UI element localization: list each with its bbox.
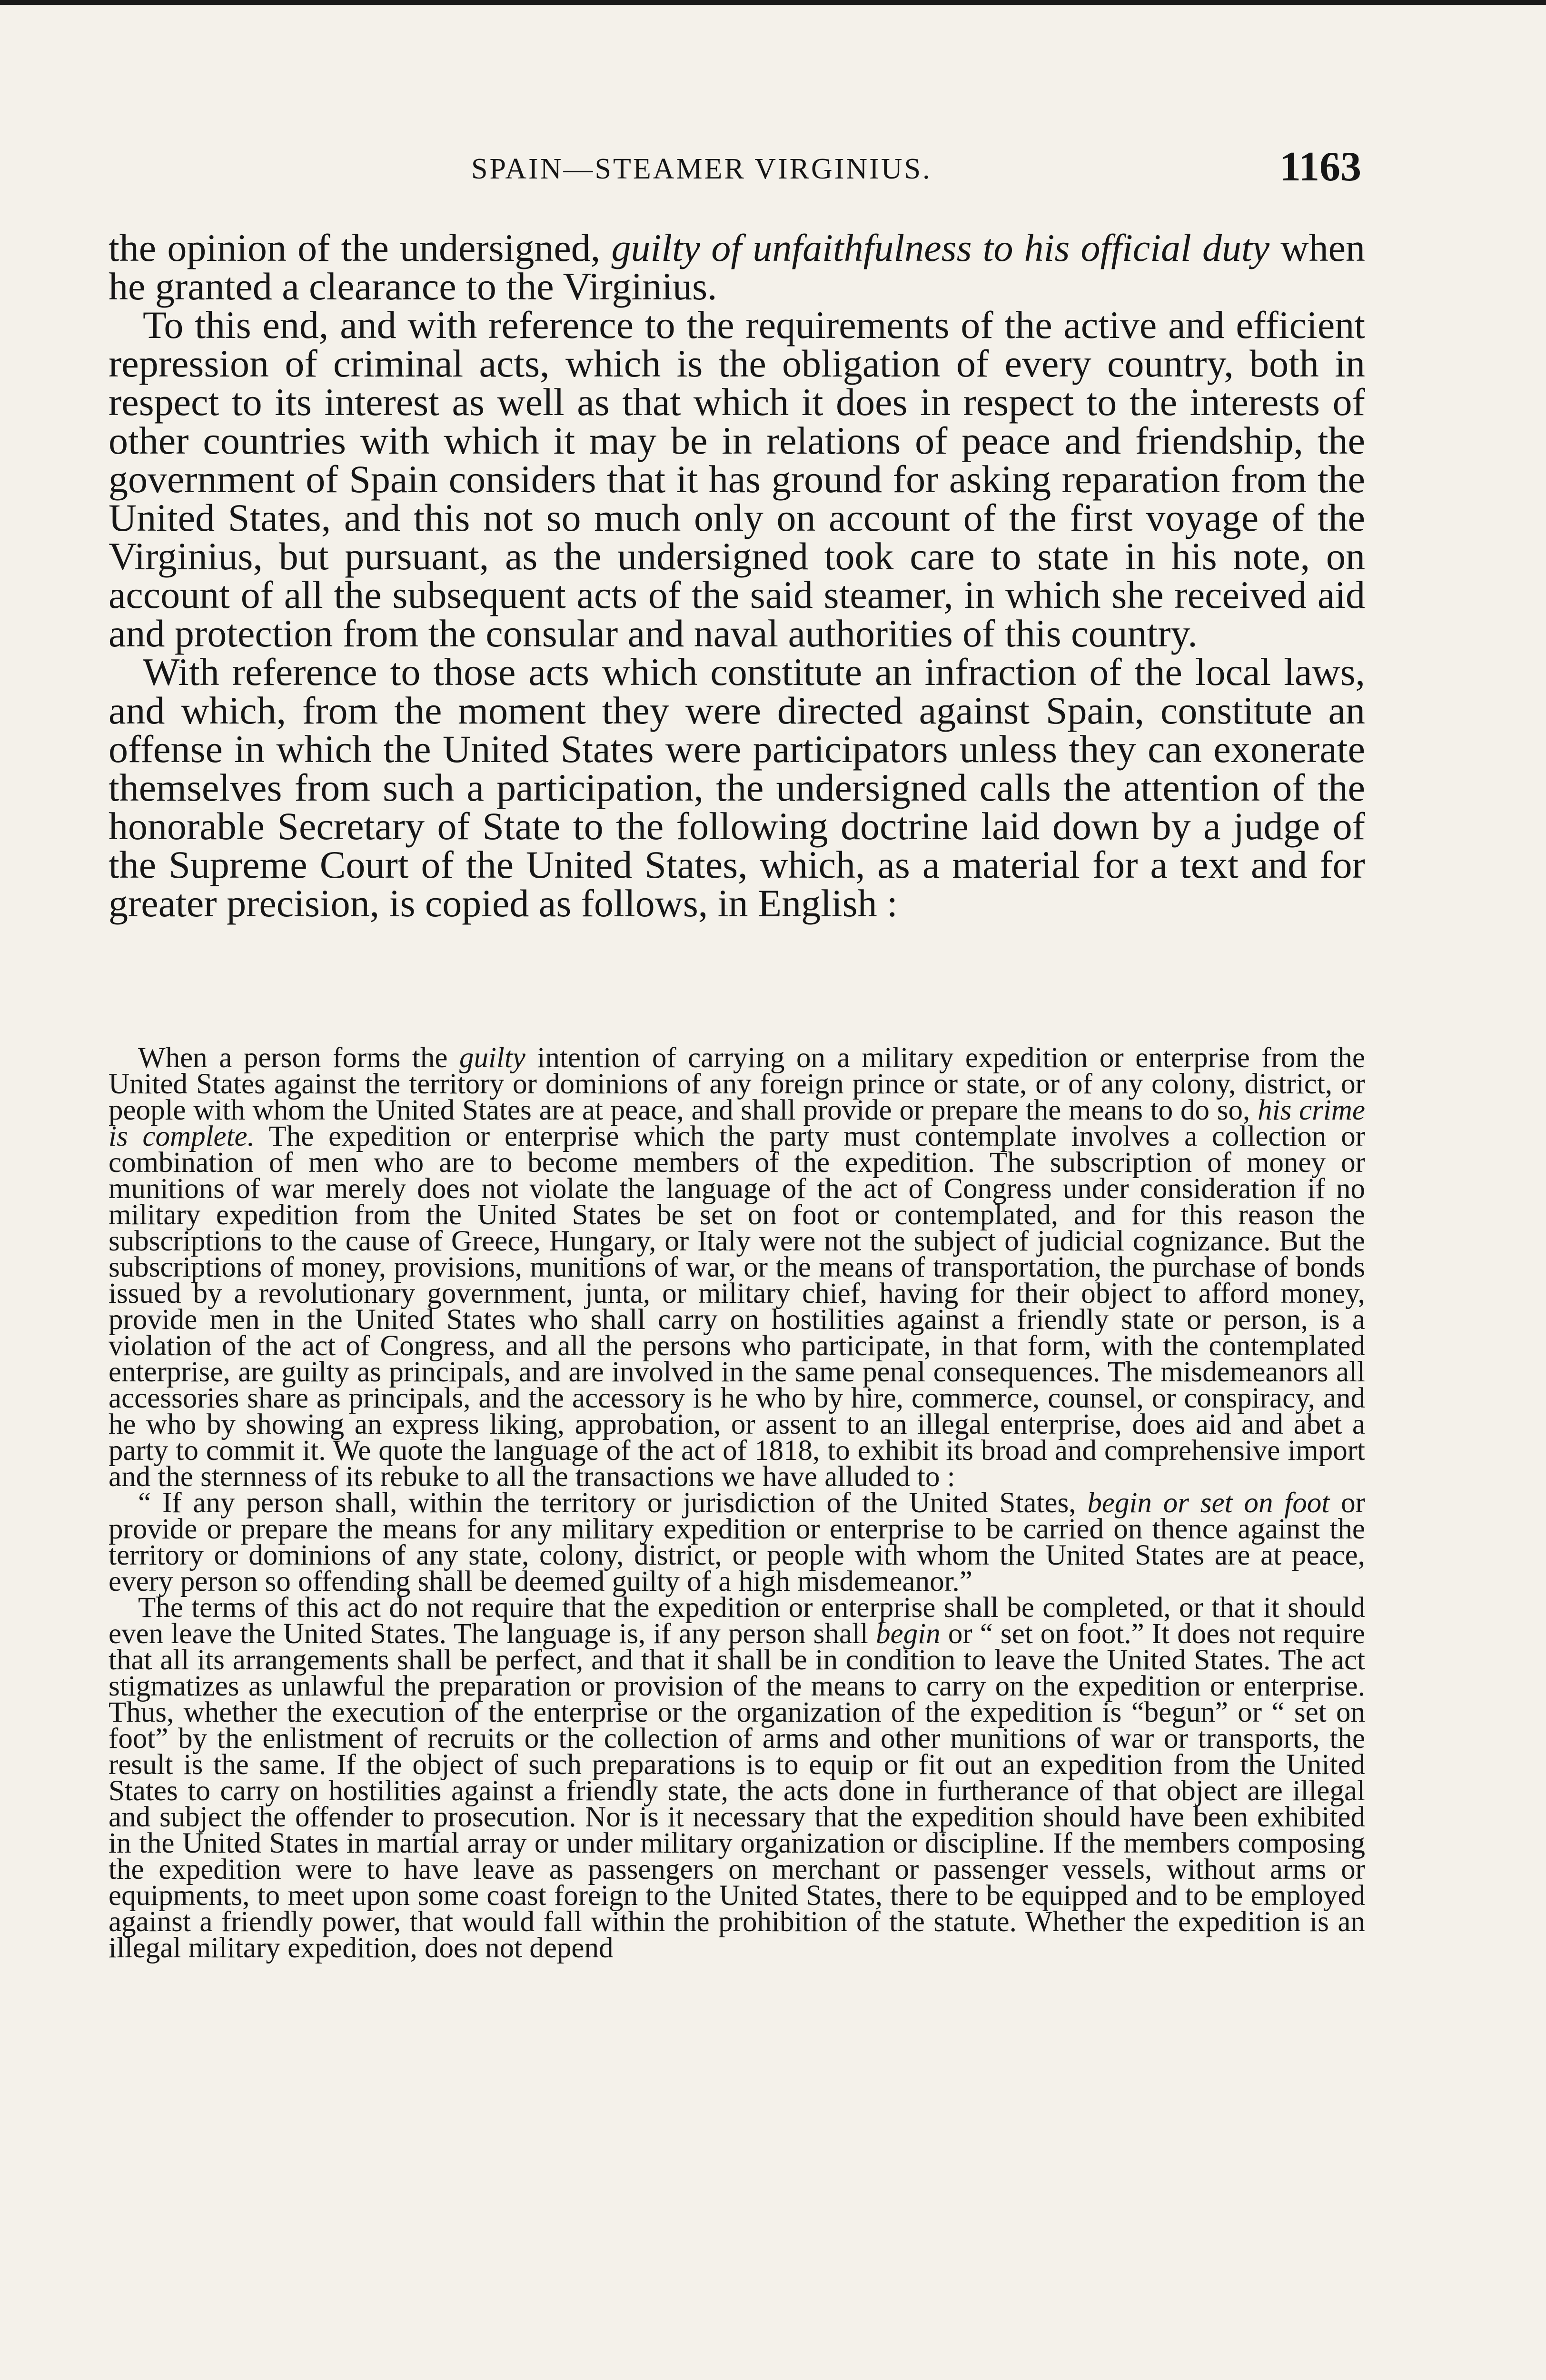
running-head: SPAIN—STEAMER VIRGINIUS. (471, 153, 932, 185)
page-number: 1163 (1279, 144, 1361, 190)
paragraph: To this end, and with reference to the requirements of the active and efficient repression of criminal acts, which is the obligation of every country, both in respect to its interest as well as that which it does in respect to the interests of other countries with which it may be in relations of peace and friendship, the government of Spain considers that it has ground for asking reparation from the United States, and this not so much only on account of the first voyage of the Virginius, but pursuant, as the undersigned took care to state in his note, on account of all the subsequent acts of the said steamer, in which she received aid and protection from the consular and naval authorities of this country. (109, 303, 1365, 655)
emphasis: his crime is complete. (109, 1094, 1365, 1152)
top-border-rule (0, 0, 1546, 5)
quote-paragraph: When a person forms the guilty intention of carrying on a military expedition or enterprise from the United States against the territory or dominions of any foreign prince or state, or of any colony, district, or people with whom the United States are at peace, and shall provide or prepare the means to do so, his crime is complete. The expedition or enterprise which the party must contemplate involves a collection or combination of men who are to become members of the expedition. The subscription of money or munitions of war merely does not violate the language of the act of Congress under consideration if no military expedition from the United States be set on foot or contemplated, and for this reason the subscriptions to the cause of Greece, Hungary, or Italy were not the subject of judicial cognizance. But the subscriptions of money, provisions, munitions of war, or the means of transportation, the purchase of bonds issued by a revolutionary government, junta, or military chief, having for their object to afford money, provide men in the United States who shall carry on hostilities against a friendly state or person, is a violation of the act of Congress, and all the persons who participate, in that form, with the contemplated enterprise, are guilty as principals, and are involved in the same penal consequences. The misdemeanors all accessories share as principals, and the accessory is he who by hire, commerce, counsel, or conspiracy, and he who by showing an express liking, approbation, or assent to an illegal enterprise, does aid and abet a party to commit it. We quote the language of the act of 1818, to exhibit its broad and comprehensive import and the sternness of its rebuke to all the transactions we have alluded to : (109, 1042, 1366, 1493)
quoted-extract (109, 1042, 1366, 1964)
paragraph-continued: the opinion of the undersigned, guilty of unfaithfulness to his official duty when he granted a clearance to the Virginius. (109, 226, 1365, 308)
emphasis: begin (876, 1618, 941, 1650)
emphasis: guilty of unfaithfulness to his official duty (611, 226, 1270, 269)
quote-paragraph: The terms of this act do not require that the expedition or enterprise shall be completed, or that it should even leave the United States. The language is, if any person shall begin or “ set on foot.” It does not require that all its arrangements shall be perfect, and that it shall be in condition to leave the United States. The act stigmatizes as unlawful the preparation or provision of the means to carry on the expedition or enterprise. Thus, whether the execution of the enterprise or the organization of the expedition is “begun” or “ set on foot” by the enlistment of recruits or the collection of arms and other munitions of war or transports, the result is the same. If the object of such preparations is to equip or fit out an expedition from the United States to carry on hostilities against a friendly state, the acts done in furtherance of that object are illegal and subject the offender to prosecution. Nor is it necessary that the expedition should have been exhibited in the United States in martial array or under military organization or discipline. If the members composing the expedition were to have leave as passengers on merchant or passenger vessels, without arms or equipments, to meet upon some coast foreign to the United States, there to be equipped and to be employed against a friendly power, that would fall within the prohibition of the statute. Whether the expedition is an illegal military expedition, does not depend (109, 1592, 1365, 1964)
emphasis: begin or set on foot (1087, 1487, 1330, 1519)
statute-quote: “ If any person shall, within the territory or jurisdiction of the United States, begin or set on foot or provide or prepare the means for any military expedition or enterprise to be carried on thence against the territory or dominions of any state, colony, district, or people with whom the United States are at peace, every person so offending shall be deemed guilty of a high misdemeanor.” (109, 1487, 1365, 1597)
main-text (109, 226, 1365, 925)
page-header (109, 143, 1361, 195)
paragraph: With reference to those acts which constitute an infraction of the local laws, and which, from the moment they were directed against Spain, constitute an offense in which the United States were participators unless they can exonerate themselves from such a participation, the undersigned calls the attention of the honorable Secretary of State to the following doctrine laid down by a judge of the Supreme Court of the United States, which, as a material for a text and for greater precision, is copied as follows, in English : (109, 650, 1365, 925)
emphasis: guilty (459, 1042, 525, 1074)
